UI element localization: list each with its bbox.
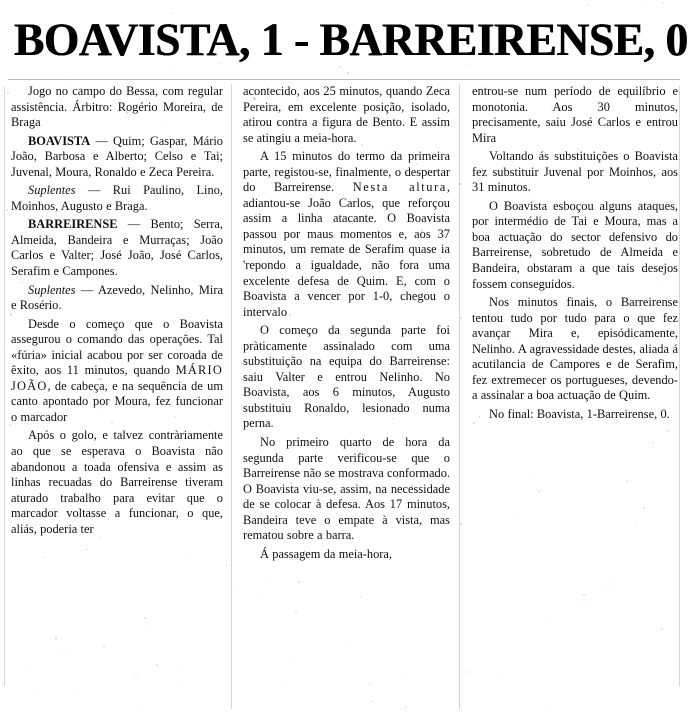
headline-band <box>0 0 688 78</box>
lineup-team: BOAVISTA <box>28 133 91 148</box>
scorer: MÁRIO JOÃO <box>11 363 223 393</box>
paragraph-barreirense-subs: Suplentes — Azevedo, Nelinho, Mira e Rosério. <box>11 282 223 313</box>
paragraph-barreirense-awakes: A 15 minutos do termo da primeira parte, registou-se, finalmente, o despertar do Barreirense. Nesta altura, adiantou-se João Carlos, que reforçou assim a linha atacante. O Boavista passou por maus momentos e, aos 37 minutos, um remate de Serafim quase ia 'repondo a igualdade, não fora uma excelente defesa de Quim. E, com o Boavista a vencer por 1-0, chegou o intervalo <box>243 149 451 319</box>
paragraph-final-minutes: Nos minutos finais, o Barreirense tentou tudo por tudo para o que fez avançar Mira e, episódicamente, Nelinho. A agravessidade destes, aliada á acutilancia de Campores e de Serafim, fez extremecer os portugueses, devendo-a assinalar a boa actuação de Quim. <box>472 295 678 403</box>
paragraph-boavista-lineup: BOAVISTA — Quim; Gaspar, Mário João, Barbosa e Alberto; Celso e Tai; Juvenal, Moura, Ronaldo e Zeca Pereira. <box>11 133 223 179</box>
article-column-1 <box>0 84 231 709</box>
paragraph-final-score: No final: Boavista, 1-Barreirense, 0. <box>489 406 670 421</box>
paragraph-boavista-attacks: O Boavista esboçou alguns ataques, por intermédio de Tai e Moura, mas a boa actuação do sector defensivo do Barreirense, sobretudo de Almeida e Bandeira, obstaram a que tais desejos fossem conseguidos. <box>472 198 678 291</box>
paragraph-substitutions: Voltando ás substituições o Boavista fez substituir Juvenal por Moinhos, aos 31 minutos. <box>472 149 678 195</box>
article-column-2 <box>231 84 459 709</box>
headline-divider <box>8 79 680 80</box>
paragraph-half-hour-passage: Á passagem da meia-hora, <box>260 546 393 561</box>
subs-label: Suplentes <box>28 183 76 198</box>
lineup-team: BARREIRENSE <box>28 217 118 232</box>
paragraph-second-half-start: O começo da segunda parte foi pràticamente assinalado com uma substituição na equipa do Barreirense: saiu Valter e entrou Nelinho. No Boavista, aos 6 minutos, Augusto substituiu Ronaldo, lesionado numa perna. <box>243 323 450 431</box>
article-body <box>0 84 688 709</box>
paragraph-25-minutes: acontecido, aos 25 minutos, quando Zeca Pereira, em excelente posição, isolado, atirou contra a figura de Bento. E assim se atingiu a meia-hora. <box>243 84 450 145</box>
paragraph-barreirense-lineup: BARREIRENSE — Bento; Serra, Almeida, Bandeira e Murraças; João Carlos e Valter; José João, José Carlos, Serafim e Campones. <box>11 217 223 279</box>
spaced: Nesta altura <box>352 180 447 195</box>
paragraph-first-half-opening: Desde o começo que o Boavista assegurou o comando das operações. Tal «fúria» inicial acabou por ser coroada de êxito, aos 11 minutos, quando MÁRIO JOÃO, de cabeça, e na sequência de um canto apontado por Moura, fez funcionar o marcador <box>11 316 223 424</box>
subs-label: Suplentes <box>28 282 76 297</box>
paragraph-first-quarter-hour: No primeiro quarto de hora da segunda parte verificou-se que o Barreirense não se mostrava conformado. O Boavista viu-se, assim, na necessidade de se colocar à defesa. Aos 17 minutos, Bandeira teve o empate à vista, mas rematou sobre a barra. <box>243 435 450 543</box>
page-title: BOAVISTA, 1 - BARREIRENSE, 0 <box>14 14 688 66</box>
paragraph-intro: Jogo no campo do Bessa, com regular assistência. Árbitro: Rogério Moreira, de Braga <box>11 84 223 130</box>
article-column-3 <box>459 84 688 709</box>
paragraph-after-goal: Após o golo, e talvez contràriamente ao que se esperava o Boavista não abandonou a toada ofensiva e assim as linhas recuadas do Barreirense tiveram aturado trabalho para evitar que o marcador voltasse a funcionar, o que, aliás, poderia ter <box>11 428 223 536</box>
paragraph-equilibrium: entrou-se num período de equilíbrio e monotonia. Aos 30 minutos, precisamente, saiu José Carlos e entrou Mira <box>472 84 678 145</box>
paragraph-boavista-subs: Suplentes — Rui Paulino, Lino, Moinhos, Augusto e Braga. <box>11 183 223 213</box>
